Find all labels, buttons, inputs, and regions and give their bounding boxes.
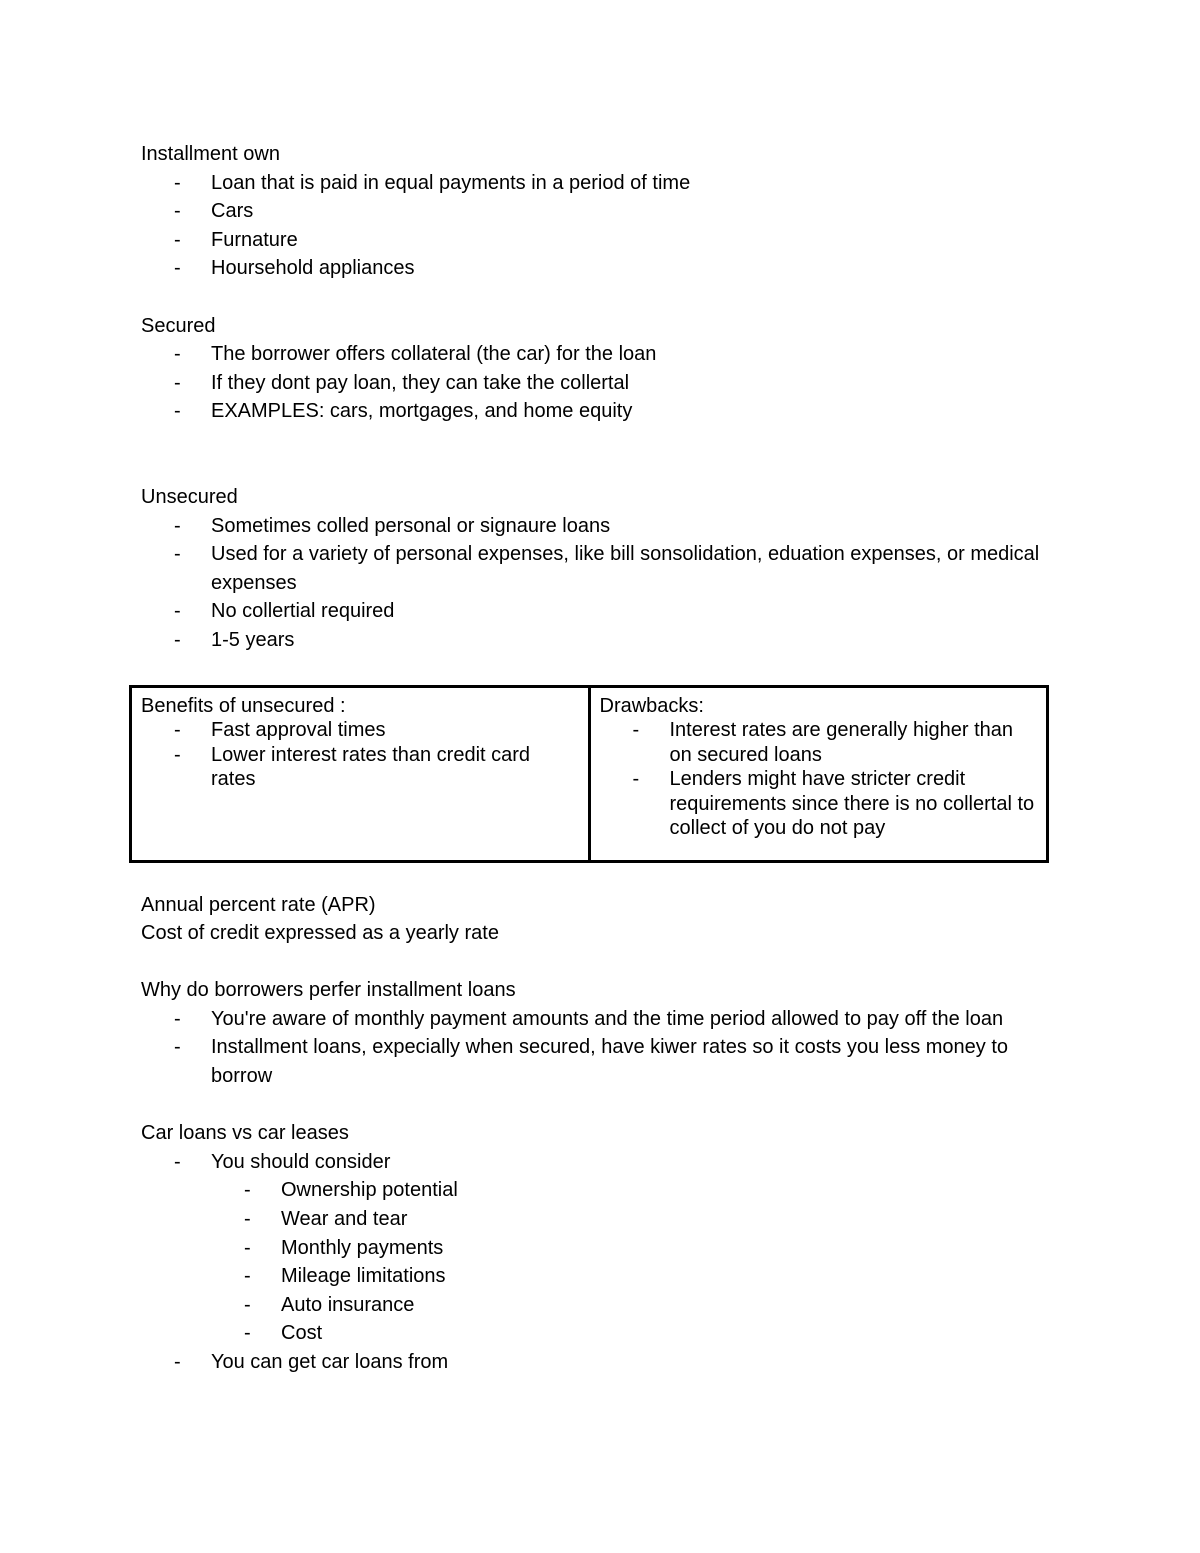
consider-label: You should consider [211, 1150, 391, 1173]
list-item: - Furnature [141, 226, 1061, 255]
list-item: - You can get car loans from [141, 1348, 1061, 1377]
list-item: - Monthly payments [211, 1234, 1061, 1263]
list-item: - Sometimes colled personal or signaure loans [141, 512, 1061, 541]
list-item: - Ownership potential [211, 1176, 1061, 1205]
list-item: - Installment loans, expecially when secured, have kiwer rates so it costs you less money to borrow [141, 1033, 1061, 1090]
consider-sublist [211, 1176, 1061, 1348]
drawbacks-list [600, 718, 1037, 841]
list-item: - Auto insurance [211, 1291, 1061, 1320]
list-item: - Cost [211, 1319, 1061, 1348]
list-item: - Wear and tear [211, 1205, 1061, 1234]
why-list [141, 1005, 1061, 1091]
document-page [141, 140, 1061, 1377]
apr-heading: Annual percent rate (APR) [141, 893, 376, 916]
list-item [141, 1148, 1061, 1348]
secured-list [141, 340, 1061, 426]
list-item: - Hoursehold appliances [141, 254, 1061, 283]
list-item: - No collertial required [141, 597, 1061, 626]
installment-heading: Installment own [141, 143, 280, 165]
benefits-heading: Benefits of unsecured : [141, 694, 346, 717]
drawbacks-heading: Drawbacks: [599, 694, 704, 717]
unsecured-heading: Unsecured [141, 485, 238, 508]
list-item: - Used for a variety of personal expenses, like bill sonsolidation, eduation expenses, or medical expenses [141, 540, 1061, 597]
benefits-list [141, 718, 578, 792]
car-list [141, 1148, 1061, 1377]
list-item: - EXAMPLES: cars, mortgages, and home equity [141, 397, 1061, 426]
installment-list [141, 169, 1061, 283]
apr-definition: Cost of credit expressed as a yearly rate [141, 922, 499, 945]
table-row [131, 686, 1048, 861]
list-item: - The borrower offers collateral (the car) for the loan [141, 340, 1061, 369]
benefits-cell [131, 686, 590, 861]
list-item: - 1-5 years [141, 626, 1061, 655]
drawbacks-cell [589, 686, 1048, 861]
secured-heading: Secured [141, 314, 216, 337]
list-item: - Interest rates are generally higher than on secured loans [600, 718, 1037, 767]
list-item: - Lower interest rates than credit card rates [141, 743, 578, 792]
list-item: - You're aware of monthly payment amounts and the time period allowed to pay off the loan [141, 1005, 1061, 1034]
list-item: - Mileage limitations [211, 1262, 1061, 1291]
list-item: - Cars [141, 197, 1061, 226]
unsecured-list [141, 512, 1061, 655]
benefits-drawbacks-table [129, 685, 1049, 863]
list-item: - Fast approval times [141, 718, 578, 743]
list-item: - If they dont pay loan, they can take the collertal [141, 369, 1061, 398]
list-item: - Loan that is paid in equal payments in a period of time [141, 169, 1061, 198]
car-heading: Car loans vs car leases [141, 1122, 349, 1145]
list-item: - Lenders might have stricter credit requirements since there is no collertal to collect of you do not pay [600, 767, 1037, 841]
why-heading: Why do borrowers perfer installment loans [141, 979, 516, 1002]
